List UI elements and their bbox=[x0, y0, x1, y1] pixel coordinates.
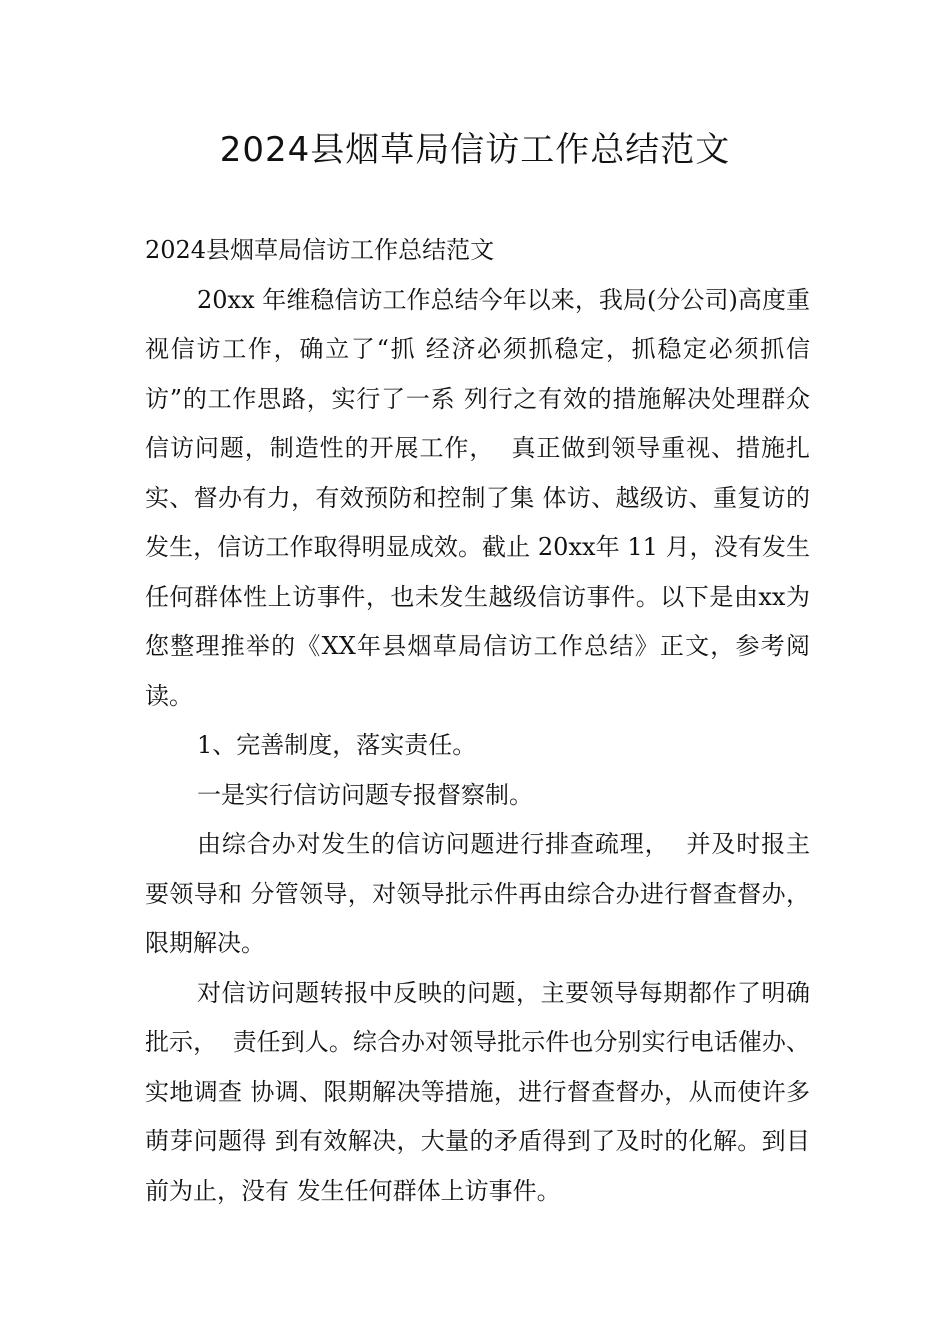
document-title: 2024县烟草局信访工作总结范文 bbox=[219, 130, 731, 170]
paragraph-section-1: 1、完善制度，落实责任。 bbox=[197, 731, 477, 759]
document-body bbox=[145, 226, 810, 1216]
paragraph-item-1-detail: 由综合办对发生的信访问题进行排查疏理， 并及时报主要领导和 分管领导，对领导批示件再由综合办进行督查督办，限期解决。 bbox=[145, 830, 810, 957]
paragraph-intro: 20xx 年维稳信访工作总结今年以来，我局(分公司)高度重视信访工作，确立了“抓 经济必须抓稳定，抓稳定必须抓信访”的工作思路，实行了一系 列行之有效的措施解决处理群众信访问题，制造性的开展工作， 真正做到领导重视、措施扎实、督办有力，有效预防和控制了集 体访、越级访、重复访的发生，信访工作取得明显成效。截止 20xx年 11 月，没有发生任何群体性上访事件，也未发生越级信访事件。以下是由xx为您整理推举的《XX年县烟草局信访工作总结》正文，参考阅读。 bbox=[145, 285, 810, 710]
paragraph-heading: 2024县烟草局信访工作总结范文 bbox=[145, 236, 495, 264]
paragraph-item-1-result: 对信访问题转报中反映的问题，主要领导每期都作了明确批示， 责任到人。综合办对领导批示件也分别实行电话催办、实地调查 协调、限期解决等措施，进行督查督办，从而使许多萌芽问题得 到有效解决，大量的矛盾得到了及时的化解。到目前为止，没有 发生任何群体上访事件。 bbox=[145, 978, 810, 1205]
paragraph-item-1: 一是实行信访问题专报督察制。 bbox=[197, 780, 533, 809]
